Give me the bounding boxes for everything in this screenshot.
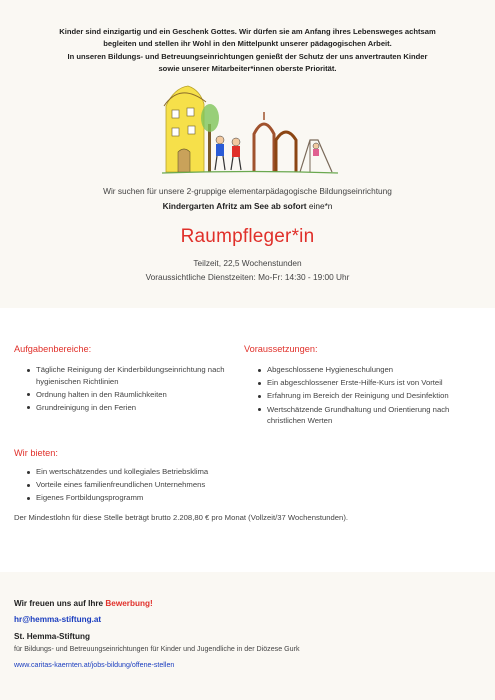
job-hours: Teilzeit, 22,5 Wochenstunden — [193, 258, 302, 268]
job-schedule: Voraussichtliche Dienstzeiten: Mo-Fr: 14:30 - 19:00 Uhr — [145, 272, 350, 282]
organization-name: St. Hemma-Stiftung — [14, 632, 90, 641]
list-item: Grundreinigung in den Ferien — [26, 402, 241, 414]
intro-line: sowie unserer Mitarbeiter*innen oberste Priorität. — [158, 64, 337, 74]
intro-text — [14, 26, 481, 76]
list-item: Tägliche Reinigung der Kinderbildungseinrichtung nach hygienischen Richtlinien — [26, 364, 241, 387]
tasks-list — [26, 364, 241, 415]
website-link[interactable]: www.caritas-kaernten.at/jobs-bildung/offene-stellen — [14, 661, 175, 669]
list-item: Wertschätzende Grundhaltung und Orientierung nach christlichen Werten — [257, 404, 487, 427]
invite-text: Wir freuen uns auf Ihre — [14, 599, 106, 608]
offer-heading: Wir bieten: — [14, 448, 58, 458]
job-title: Raumpfleger*in — [180, 226, 315, 247]
intro-line: Kinder sind einzigartig und ein Geschenk Gottes. Wir dürfen sie am Anfang ihres Lebensweges achtsam — [59, 27, 436, 36]
facility-suffix: eine*n — [306, 201, 333, 211]
requirements-list — [257, 364, 487, 428]
list-item: Abgeschlossene Hygieneschulungen — [257, 364, 487, 376]
list-item: Ein abgeschlossener Erste-Hilfe-Kurs ist von Vorteil — [257, 377, 487, 389]
facility-line — [0, 201, 495, 211]
children-drawing-illustration — [160, 84, 340, 176]
minimum-wage-note: Der Mindestlohn für diese Stelle beträgt brutto 2.208,80 € pro Monat (Vollzeit/37 Wochenstunden). — [14, 513, 349, 522]
requirements-heading: Voraussetzungen: — [244, 344, 318, 354]
offer-list — [26, 466, 326, 506]
list-item: Erfahrung im Bereich der Reinigung und Desinfektion — [257, 390, 487, 402]
list-item: Ein wertschätzendes und kollegiales Betriebsklima — [26, 466, 326, 478]
list-item: Ordnung halten in den Räumlichkeiten — [26, 389, 241, 401]
contact-email-link[interactable]: hr@hemma-stiftung.at — [14, 615, 102, 624]
intro-line: In unseren Bildungs- und Betreuungseinrichtungen genießt der Schutz der uns anvertrauten Kinder — [67, 51, 428, 61]
list-item: Eigenes Fortbildungsprogramm — [26, 492, 326, 504]
facility-name: Kindergarten Afritz am See ab sofort — [162, 201, 307, 211]
organization-description: für Bildungs- und Betreuungseinrichtungen für Kinder und Jugendliche in der Diözese Gurk — [14, 645, 300, 653]
tasks-heading: Aufgabenbereiche: — [14, 344, 92, 354]
list-item: Vorteile eines familienfreundlichen Unternehmens — [26, 479, 326, 491]
lead-text: Wir suchen für unsere 2-gruppige elementarpädagogische Bildungseinrichtung — [103, 186, 392, 196]
intro-line: begleiten und stellen ihr Wohl in den Mittelpunkt unserer pädagogischen Arbeit. — [103, 39, 392, 49]
application-invite — [14, 599, 153, 608]
application-highlight: Bewerbung! — [105, 599, 153, 608]
